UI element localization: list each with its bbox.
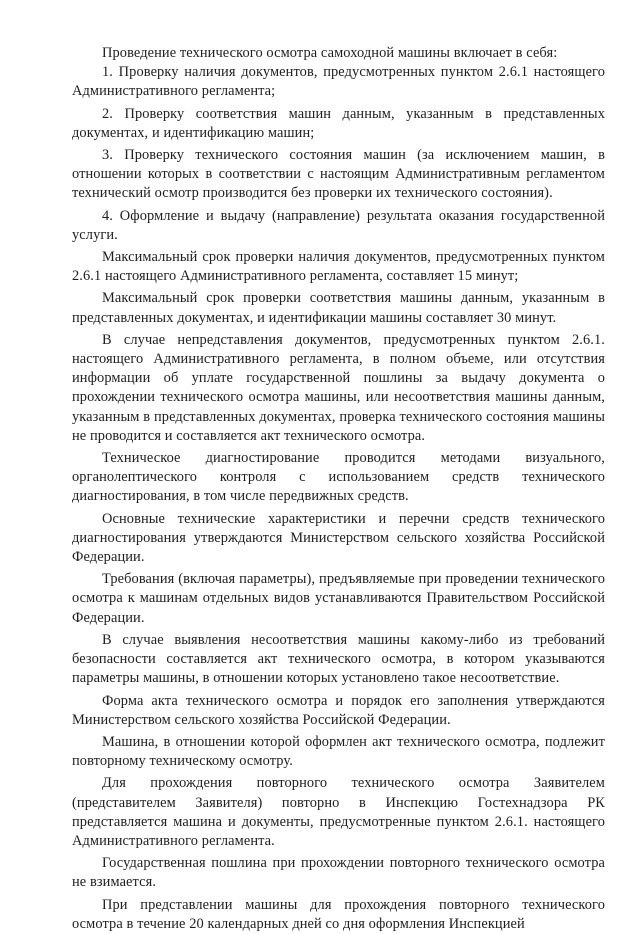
paragraph-intro: Проведение технического осмотра самоходной машины включает в себя: bbox=[102, 45, 558, 61]
list-item-2: 2. Проверку соответствия машин данным, указанным в представленных документах, и идентификацию машин; bbox=[72, 105, 605, 141]
paragraph-state-fee: Государственная пошлина при прохождении повторного технического осмотра не взимается. bbox=[72, 855, 605, 891]
paragraph-requirements: Требования (включая параметры), предъявляемые при проведении технического осмотра к машинам отдельных видов устанавливаются Правительством Российской Федерации. bbox=[72, 571, 605, 626]
list-item-4: 4. Оформление и выдачу (направление) результата оказания государственной услуги. bbox=[72, 207, 605, 243]
paragraph-repeat-inspection: Машина, в отношении которой оформлен акт технического осмотра, подлежит повторному техническому осмотру. bbox=[72, 733, 605, 770]
document-body bbox=[72, 44, 605, 934]
paragraph-max-time-documents: Максимальный срок проверки наличия документов, предусмотренных пунктом 2.6.1 настоящего Административного регламента, составляет 15 минут; bbox=[72, 249, 605, 285]
paragraph-act-form: Форма акта технического осмотра и порядок его заполнения утверждаются Министерством сельского хозяйства Российской Федерации. bbox=[72, 692, 605, 728]
paragraph-presentation-deadline: При представлении машины для прохождения повторного технического осмотра в течение 20 календарных дней со дня оформления Инспекцией bbox=[72, 896, 605, 932]
paragraph-diagnostics: Техническое диагностирование проводится методами визуального, органолептического контроля с использованием средств технического диагностирования, в том числе передвижных средств. bbox=[72, 450, 605, 505]
paragraph-max-time-identification: Максимальный срок проверки соответствия машины данным, указанным в представленных документах, и идентификации машины составляет 30 минут. bbox=[72, 290, 605, 326]
paragraph-nonconformity: В случае выявления несоответствия машины какому-либо из требований безопасности составляется акт технического осмотра, в котором указываются параметры машины, в отношении которых установлено такое несоответствие. bbox=[72, 631, 605, 687]
paragraph-characteristics: Основные технические характеристики и перечни средств технического диагностирования утверждаются Министерством сельского хозяйства Российской Федерации. bbox=[72, 510, 605, 566]
list-item-3: 3. Проверку технического состояния машин (за исключением машин, в отношении которых в соответствии с настоящим Административным регламентом технический осмотр производится без проверки их технического состояния). bbox=[72, 147, 605, 202]
paragraph-non-submission: В случае непредставления документов, предусмотренных пунктом 2.6.1. настоящего Административного регламента, в полном объеме, или отсутствия информации об уплате государственной пошлины за выдачу документа о прохождении технического осмотра машины, или несоответствия машины данным, указанным в представленных документах, проверка технического состояния машины не проводится и составляется акт технического осмотра. bbox=[72, 331, 605, 444]
list-item-1: 1. Проверку наличия документов, предусмотренных пунктом 2.6.1 настоящего Административного регламента; bbox=[72, 64, 605, 100]
paragraph-repeat-procedure: Для прохождения повторного технического осмотра Заявителем (представителем Заявителя) повторно в Инспекцию Гостехнадзора РК представляется машина и документы, предусмотренные пунктом 2.6.1. настоящего Административного регламента. bbox=[72, 775, 605, 849]
